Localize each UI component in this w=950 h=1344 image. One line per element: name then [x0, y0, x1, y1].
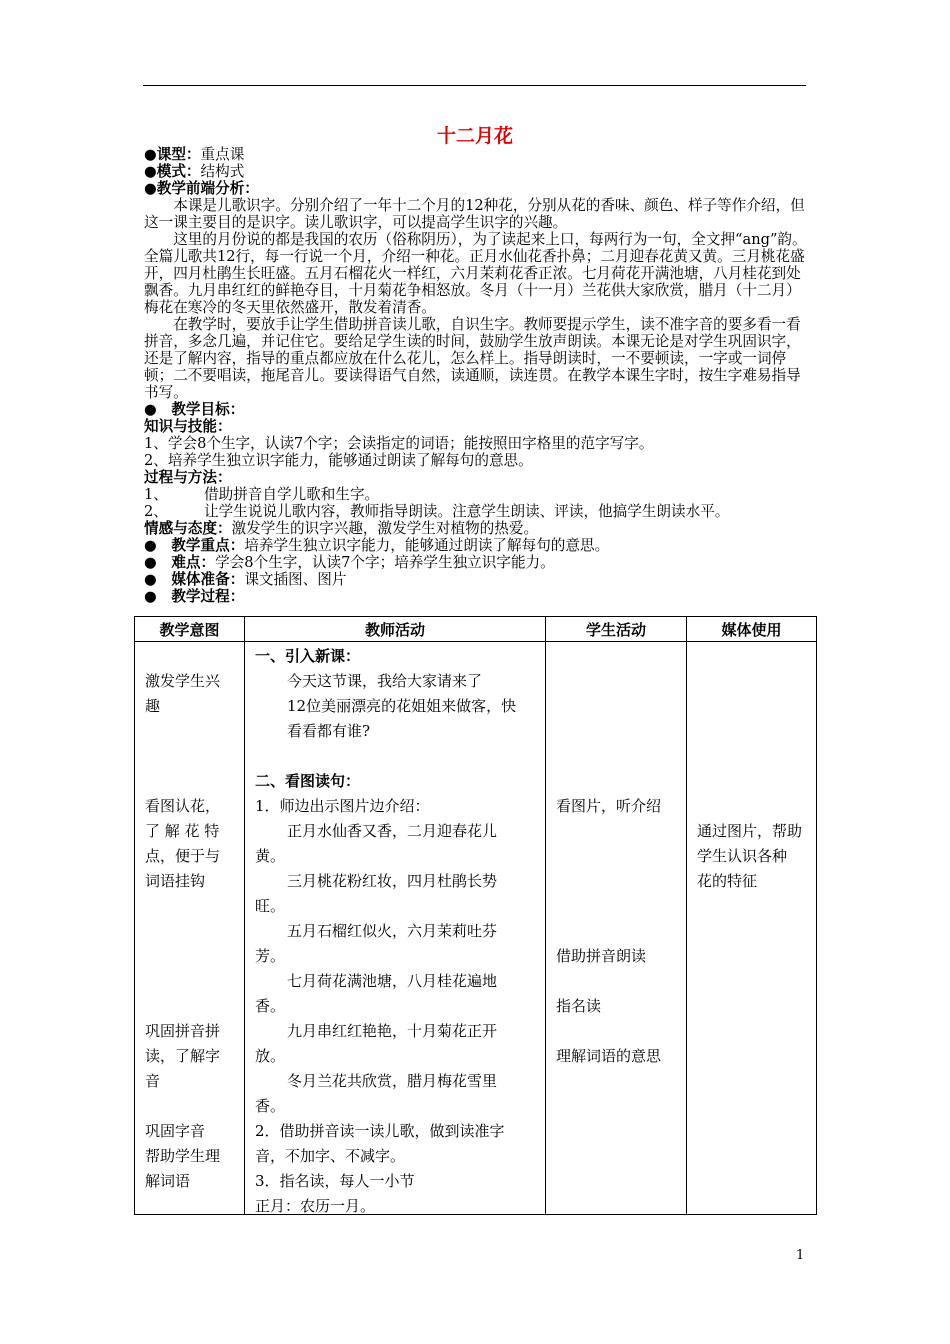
- teacher-line: 1．师边出示图片边介绍：: [255, 797, 430, 815]
- media-use-line: 学生认识各种: [697, 847, 788, 865]
- teacher-line: 今天这节课，我给大家请来了: [287, 672, 483, 690]
- intent-3c: 音: [145, 1072, 161, 1090]
- teacher-line: 正月：农历一月。: [255, 1197, 376, 1215]
- lesson-type-value: 重点课: [200, 146, 245, 163]
- teacher-line: 五月石榴红似火，六月茉莉吐芬: [287, 922, 498, 940]
- teacher-line: 正月水仙香又香，二月迎春花儿: [287, 822, 498, 840]
- lesson-type: [144, 146, 808, 163]
- focus-label: ● 教学重点：: [144, 537, 245, 554]
- teaching-difficulty: [144, 554, 808, 571]
- process-item-1-text: 借助拼音自学儿歌和生字。: [204, 486, 380, 503]
- analysis-paragraph-1: 本课是儿歌识字。分别介绍了一年十二个月的12种花，分别从花的香味、颜色、样子等作介绍，但这一课主要目的是识字。读儿歌识字，可以提高学生识字的兴趣。: [144, 197, 805, 231]
- process-item-2-text: 让学生说说儿歌内容，教师指导朗读。注意学生朗读、评读，他搞学生朗读水平。: [204, 503, 730, 520]
- teacher-line: 音，不加字、不减字。: [255, 1147, 406, 1165]
- emotion-text: 激发学生的识字兴趣，激发学生对植物的热爱。: [231, 520, 539, 537]
- teaching-mode: [144, 163, 808, 180]
- intent-cell: [135, 642, 245, 1215]
- student-cell: [546, 642, 687, 1215]
- intent-2d: 词语挂钩: [145, 872, 206, 890]
- process-item-1: [144, 486, 808, 503]
- analysis-heading: ●教学前端分析：: [144, 180, 259, 197]
- document-body: [144, 146, 808, 605]
- intent-2a: 看图认花，: [145, 797, 221, 815]
- analysis-paragraph-3: 全篇儿歌共12行，每一行说一个月，介绍一种花。正月水仙花香扑鼻；二月迎春花黄又黄。三月桃花盛开，四月杜鹃生长旺盛。五月石榴花火一样红，六月茉莉花香正浓。七月荷花开满池塘，八月桂花到处飘香。九月串红红的鲜艳夺目，十月菊花争相怒放。冬月（十一月）兰花供大家欣赏，腊月（十二月）梅花在寒冷的冬天里依然盛开，散发着清香。: [144, 248, 805, 316]
- intent-4: 巩固字音: [145, 1122, 206, 1140]
- student-activity: 借助拼音朗读: [556, 947, 647, 965]
- analysis-paragraph-2: 这里的月份说的都是我国的农历（俗称阴历），为了读起来上口，每两行为一句，全文押“ang”韵。: [173, 231, 807, 248]
- difficulty-text: 学会8个生字，认读7个字；培养学生独立识字能力。: [215, 554, 555, 571]
- teacher-line: 香。: [255, 1097, 286, 1115]
- lesson-table: [134, 616, 817, 1215]
- header-teacher: 教师活动: [245, 617, 546, 642]
- mode-label: ●模式：: [144, 163, 201, 180]
- teacher-line: 九月串红红艳艳，十月菊花正开: [287, 1022, 498, 1040]
- intent-1b: 趣: [145, 697, 161, 715]
- process-item-2: [144, 503, 808, 520]
- student-activity: 看图片，听介绍: [556, 797, 662, 815]
- teacher-line: 放。: [255, 1047, 286, 1065]
- media-text: 课文插图、图片: [244, 571, 347, 588]
- analysis-paragraph-4: 在教学时，要放手让学生借助拼音读儿歌，自识生字。教师要提示学生，读不准字音的要多看一看拼音，多念几遍，并记住它。要给足学生读的时间，鼓励学生放声朗读。本课无论是对学生巩固识字，还是了解内容，指导的重点都应放在什么花儿，怎么样上。指导朗读时，一不要顿读，一字或一词停顿；二不要唱读，拖尾音儿。要读得语气自然，读通顺，读连贯。在教学本课生字时，按生字难易指导书写。: [144, 316, 801, 401]
- emotion-label: 情感与态度：: [144, 520, 232, 537]
- teacher-line: 冬月兰花共欣赏，腊月梅花雪里: [287, 1072, 498, 1090]
- document-title: 十二月花: [436, 125, 513, 147]
- header-intent: 教学意图: [135, 617, 245, 642]
- lesson-type-label: ●课型：: [144, 146, 201, 163]
- header-student: 学生活动: [546, 617, 687, 642]
- process-heading: 过程与方法：: [144, 469, 232, 486]
- emotion-goal: [144, 520, 808, 537]
- difficulty-label: ● 难点：: [144, 554, 216, 571]
- teacher-line: 旺。: [255, 897, 286, 915]
- section-picture-reading: 二、看图读句：: [255, 772, 361, 790]
- teacher-line: 2．借助拼音读一读儿歌，做到读准字: [255, 1122, 505, 1140]
- table-row: [135, 642, 817, 1215]
- focus-text: 培养学生独立识字能力，能够通过朗读了解每句的意思。: [244, 537, 610, 554]
- header-media: 媒体使用: [687, 617, 817, 642]
- media-label: ● 媒体准备：: [144, 571, 245, 588]
- intent-2b: 了 解 花 特: [145, 822, 220, 840]
- media-preparation: [144, 571, 808, 588]
- intent-3a: 巩固拼音拼: [145, 1022, 221, 1040]
- header-rule: [143, 85, 806, 86]
- teacher-line: 三月桃花粉红妆，四月杜鹃长势: [287, 872, 498, 890]
- knowledge-heading: 知识与技能：: [144, 418, 232, 435]
- intent-3b: 读，了解字: [145, 1047, 221, 1065]
- media-use-line: 通过图片，帮助: [697, 822, 803, 840]
- intent-5a: 帮助学生理: [145, 1147, 221, 1165]
- goals-heading: ● 教学目标：: [144, 401, 245, 418]
- teaching-focus: [144, 537, 808, 554]
- student-activity: 理解词语的意思: [556, 1047, 662, 1065]
- intent-2c: 点，便于与: [145, 847, 221, 865]
- mode-value: 结构式: [200, 163, 245, 180]
- teacher-line: 3．指名读，每人一小节: [255, 1172, 415, 1190]
- intent-1a: 激发学生兴: [145, 672, 221, 690]
- section-intro: 一、引入新课：: [255, 647, 361, 665]
- teacher-line: 12位美丽漂亮的花姐姐来做客，快: [287, 697, 517, 715]
- media-cell: [687, 642, 817, 1215]
- knowledge-item-2: 2、培养学生独立识字能力，能够通过朗读了解每句的意思。: [144, 452, 533, 469]
- teacher-cell: [245, 642, 546, 1215]
- intent-5b: 解词语: [145, 1172, 191, 1190]
- teacher-line: 看看都有谁?: [287, 722, 371, 740]
- teacher-line: 黄。: [255, 847, 286, 865]
- student-activity: 指名读: [556, 997, 602, 1015]
- table-header-row: [135, 617, 817, 642]
- process-item-1-num: 1、: [144, 486, 168, 503]
- knowledge-item-1: 1、学会8个生字，认读7个字；会读指定的词语；能按照田字格里的范字写字。: [144, 435, 654, 452]
- process-item-2-num: 2、: [144, 503, 168, 520]
- teacher-line: 香。: [255, 997, 286, 1015]
- teaching-process-heading: ● 教学过程：: [144, 588, 245, 605]
- media-use-line: 花的特征: [697, 872, 758, 890]
- teacher-line: 芳。: [255, 947, 286, 965]
- teacher-line: 七月荷花满池塘，八月桂花遍地: [287, 972, 498, 990]
- page-number: 1: [796, 1248, 805, 1263]
